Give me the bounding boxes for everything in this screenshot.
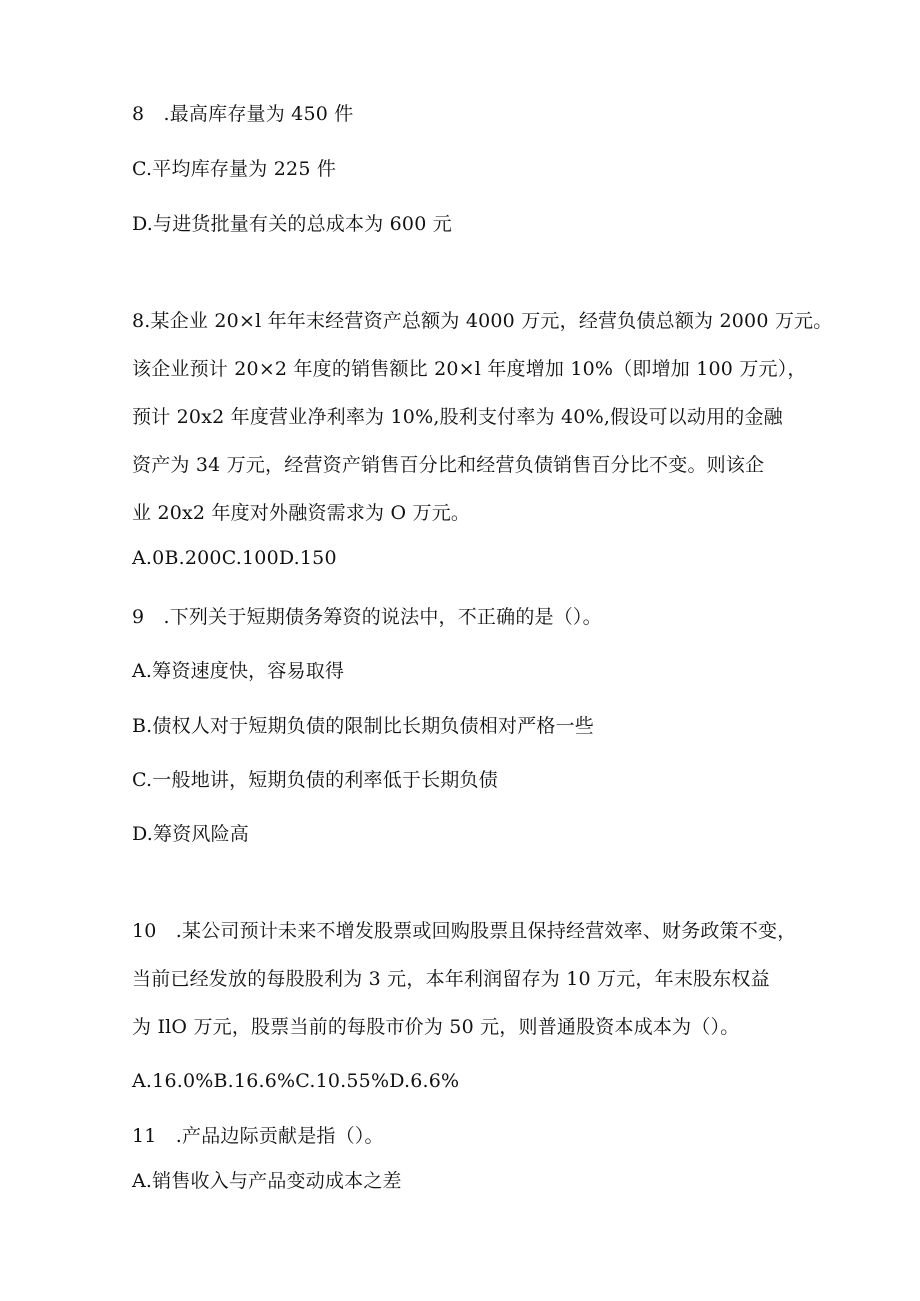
question-9-option-b: B.债权人对于短期负债的限制比长期负债相对严格一些 (132, 715, 595, 737)
question-10-line-3: 为 IlO 万元，股票当前的每股市价为 50 元，则普通股资本成本为（）。 (132, 1016, 740, 1038)
option-c-avg-inventory: C.平均库存量为 225 件 (132, 158, 337, 180)
question-10-options: A.16.0%B.16.6%C.10.55%D.6.6% (132, 1070, 460, 1092)
option-d-total-cost: D.与进货批量有关的总成本为 600 元 (132, 213, 452, 235)
question-10-line-1: 10 .某公司预计未来不增发股票或回购股票且保持经营效率、财务政策不变， (132, 920, 797, 942)
option-b-max-inventory: 8 .最高库存量为 450 件 (132, 103, 354, 125)
question-8-line-4: 资产为 34 万元，经营资产销售百分比和经营负债销售百分比不变。则该企 (132, 454, 765, 476)
question-8-options: A.0B.200C.100D.150 (132, 547, 337, 569)
question-9-option-c: C.一般地讲，短期负债的利率低于长期负债 (132, 769, 498, 791)
question-8-line-3: 预计 20x2 年度营业净利率为 10%,股利支付率为 40%,假设可以动用的金融 (132, 406, 783, 428)
question-10-line-2: 当前已经发放的每股股利为 3 元，本年利润留存为 10 万元，年末股东权益 (132, 968, 770, 990)
question-9-option-d: D.筹资风险高 (132, 823, 249, 845)
question-8-line-1: 8.某企业 20×l 年年末经营资产总额为 4000 万元，经营负债总额为 2000 万元。 (132, 310, 833, 332)
question-8-line-5: 业 20x2 年度对外融资需求为 O 万元。 (132, 502, 471, 524)
question-8-line-2: 该企业预计 20×2 年度的销售额比 20×l 年度增加 10%（即增加 100 万元）， (132, 358, 807, 380)
question-11-option-a: A.销售收入与产品变动成本之差 (132, 1170, 402, 1192)
question-9-option-a: A.筹资速度快，容易取得 (132, 660, 345, 682)
question-9-stem: 9 .下列关于短期债务筹资的说法中，不正确的是（）。 (132, 606, 602, 628)
question-11-stem: 11 .产品边际贡献是指（）。 (132, 1125, 384, 1147)
